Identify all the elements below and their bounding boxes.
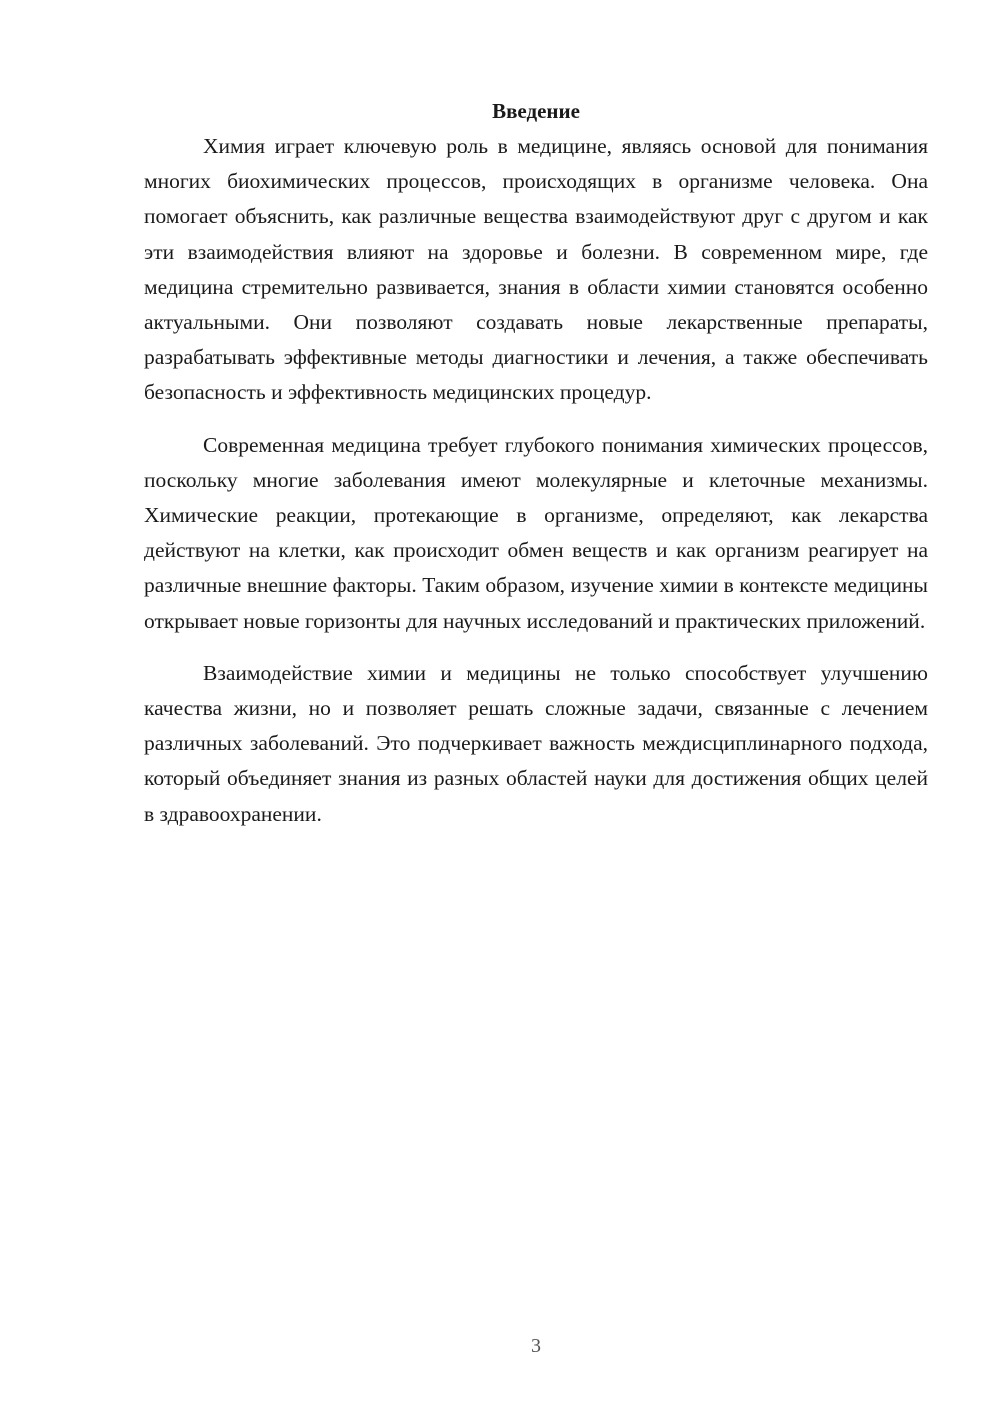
page-number: 3 [531,1335,541,1357]
paragraph-1: Химия играет ключевую роль в медицине, являясь основой для понимания многих биохимических процессов, происходящих в организме человека. Она помогает объяснить, как различные вещества взаимодействуют друг с другом и как эти взаимодействия влияют на здоровье и болезни. В современном мире, где медицина стремительно развивается, знания в области химии становятся особенно актуальными. Они позволяют создавать новые лекарственные препараты, разрабатывать эффективные методы диагностики и лечения, а также обеспечивать безопасность и эффективность медицинских процедур. [144,134,928,405]
paragraph-3: Взаимодействие химии и медицины не только способствует улучшению качества жизни, но и позволяет решать сложные задачи, связанные с лечением различных заболеваний. Это подчеркивает важность междисциплинарного подхода, который объединяет знания из разных областей науки для достижения общих целей в здравоохранении. [144,660,928,826]
paragraph-2: Современная медицина требует глубокого понимания химических процессов, поскольку многие заболевания имеют молекулярные и клеточные механизмы. Химические реакции, протекающие в организме, определяют, как лекарства действуют на клетки, как происходит обмен веществ и как организм реагирует на различные внешние факторы. Таким образом, изучение химии в контексте медицины открывает новые горизонты для научных исследований и практических приложений. [144,432,928,633]
page-content [144,94,928,832]
section-heading: Введение [492,99,580,123]
